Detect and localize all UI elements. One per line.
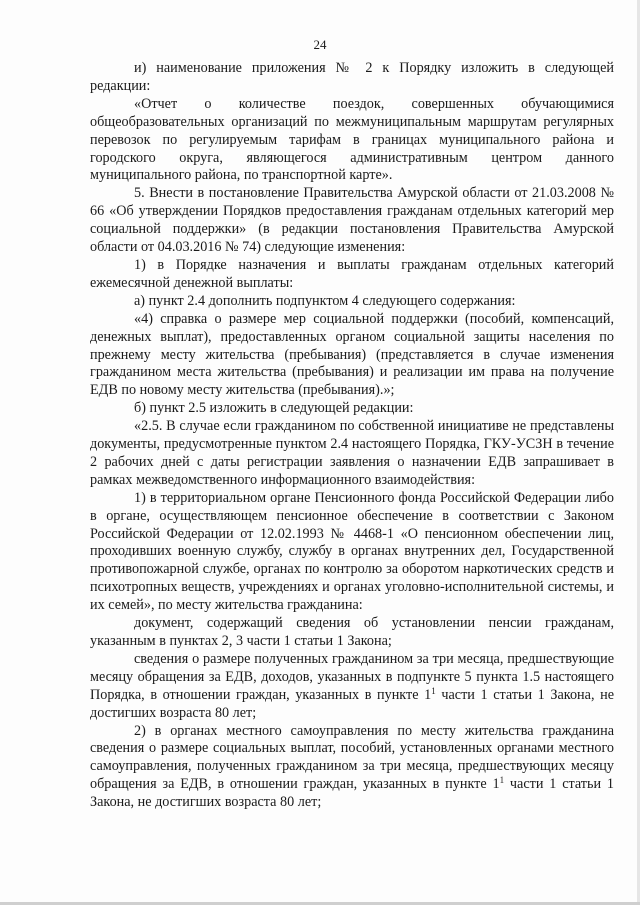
superscript: 1	[431, 685, 436, 696]
paragraph-1: и) наименование приложения № 2 к Порядку изложить в следующей редакции:	[90, 60, 614, 94]
document-body	[90, 60, 614, 812]
paragraph-4: 1) в Порядке назначения и выплаты гражданам отдельных категорий ежемесячной денежной выплаты:	[90, 256, 614, 291]
paragraph-7: б) пункт 2.5 изложить в следующей редакции:	[134, 400, 414, 417]
paragraph-12	[90, 723, 614, 813]
paragraph-11-text: сведения о размере полученных гражданином за три месяца, предшествующие месяцу обращения за ЕДВ, доходов, указанных в подпункте 5 пункта 1.5 настоящего Порядка, в отношении граждан, указанных в пункте 1	[90, 650, 614, 703]
paragraph-10: документ, содержащий сведения об установлении пенсии гражданам, указанным в пунктах 2, 3 части 1 статьи 1 Закона;	[90, 615, 614, 649]
paragraph-5: а) пункт 2.4 дополнить подпунктом 4 следующего содержания:	[134, 292, 516, 309]
paragraph-3: 5. Внести в постановление Правительства Амурской области от 21.03.2008 № 66 «Об утверждении Порядков предоставления гражданам отдельных категорий мер социальной поддержки» (в редакции постановления Правительства Амурской области от 04.03.2016 № 74) следующие изменения:	[90, 185, 614, 256]
paragraph-2: «Отчет о количестве поездок, совершенных обучающимися общеобразовательных организаций по межмуниципальным маршрутам регулярных перевозок по регулируемым тарифам в границах муниципального района и городского округа, являющегося административным центром данного муниципального района, по транспортной карте».	[90, 95, 614, 184]
superscript: 1	[499, 775, 505, 786]
page-number: 24	[313, 37, 327, 52]
paragraph-12-text: 2) в органах местного самоуправления по месту жительства гражданина сведения о размере социальных выплат, пособий, установленных органами местного самоуправления, полученных гражданином за три месяца, предшествующих месяцу обращения за ЕДВ, в отношении граждан, указанных в пункте 1	[90, 722, 614, 793]
paragraph-9: 1) в территориальном органе Пенсионного фонда Российской Федерации либо в органе, осуществляющем пенсионное обеспечение в соответствии с Законом Российской Федерации от 12.02.1993 № 4468-1 «О пенсионном обеспечении лиц, проходивших военную службу, службу в органах внутренних дел, Государственной противопожарной службе, органах по контролю за оборотом наркотических средств и психотропных веществ, учреждениях и органах уголовно-исполнительной системы, и их семей», по месту жительства гражданина:	[90, 489, 614, 614]
paragraph-11	[90, 651, 614, 723]
paragraph-12-tail: части 1 статьи 1 Закона, не достигших возраста 80 лет;	[90, 776, 614, 811]
paragraph-6: «4) справка о размере мер социальной поддержки (пособий, компенсаций, денежных выплат), предоставленных органом социальной защиты населения по прежнему месту жительства (пребывания) (представляется в случае изменения гражданином места жительства (пребывания) и реализации им права на получение ЕДВ по новому месту жительства (пребывания).»;	[90, 310, 614, 399]
paragraph-8: «2.5. В случае если гражданином по собственной инициативе не представлены документы, предусмотренные пунктом 2.4 настоящего Порядка, ГКУ-УСЗН в течение 2 рабочих дней с даты регистрации заявления о назначении ЕДВ запрашивает в рамках межведомственного информационного взаимодействия:	[90, 418, 614, 488]
paragraph-11-tail: части 1 статьи 1 Закона, не достигших возраста 80 лет;	[90, 686, 614, 721]
